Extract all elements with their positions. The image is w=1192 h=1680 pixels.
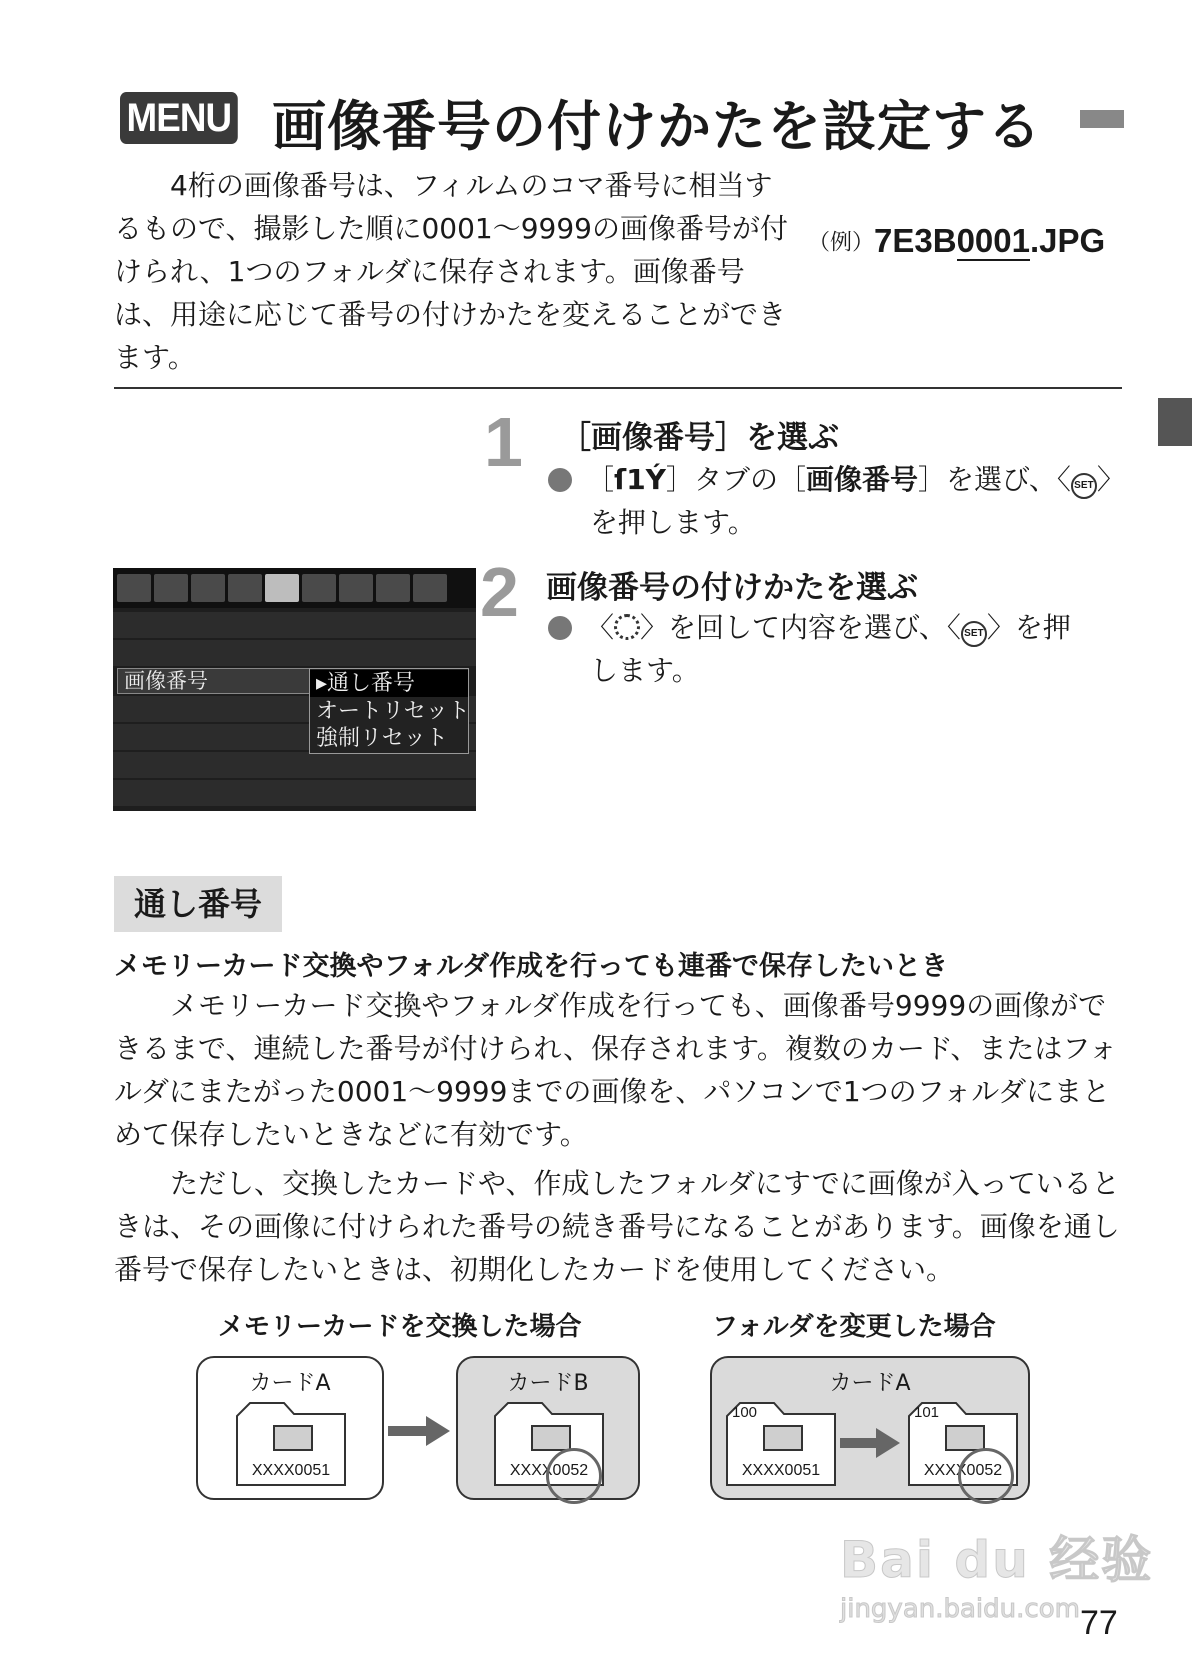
arrow-right-icon bbox=[840, 1428, 900, 1458]
camera-lcd-screenshot bbox=[113, 568, 476, 811]
shooting-tab-icon bbox=[117, 574, 151, 602]
folder-number: 101 bbox=[914, 1404, 940, 1421]
chapter-side-tab bbox=[1158, 398, 1192, 446]
set-button-icon: SET bbox=[961, 621, 987, 647]
example-filename-prefix: 7E3B bbox=[874, 222, 957, 259]
file-name: XXXX0052 bbox=[509, 1462, 589, 1479]
lcd-option: オートリセット bbox=[316, 699, 470, 724]
memory-card-b bbox=[456, 1356, 640, 1500]
section-divider bbox=[114, 387, 1122, 389]
text-fragment: 〉 bbox=[1096, 463, 1125, 496]
lcd-row bbox=[113, 612, 476, 638]
page-number: 77 bbox=[1080, 1604, 1118, 1642]
diagram-caption: フォルダを変更した場合 bbox=[712, 1312, 996, 1342]
setup-tab-icon bbox=[265, 574, 299, 602]
intro-paragraph: 4桁の画像番号は、フィルムのコマ番号に相当するもので、撮影した順に0001～9999の画像番号が付けられ、1つのフォルダに保存されます。画像番号は、用途に応じて番号の付けかたを変えることができます。 bbox=[114, 169, 788, 374]
file-name: XXXX0051 bbox=[741, 1462, 821, 1479]
example-filename-number: 0001 bbox=[956, 222, 1030, 259]
bullet-icon bbox=[548, 616, 572, 640]
text-fragment: 〉を押 bbox=[986, 611, 1071, 644]
memory-card-a bbox=[196, 1356, 384, 1500]
lcd-menu-tabs bbox=[113, 568, 476, 608]
text-fragment: ［ bbox=[586, 463, 615, 496]
title-decoration-bar bbox=[1080, 110, 1124, 128]
shooting-tab-icon bbox=[154, 574, 188, 602]
page-title: 画像番号の付けかたを設定する bbox=[272, 95, 1042, 158]
text-fragment: 〈 bbox=[586, 611, 615, 644]
example-filename-extension: .JPG bbox=[1030, 222, 1106, 259]
card-label: カードA bbox=[829, 1371, 911, 1396]
folder-number: 100 bbox=[732, 1404, 758, 1421]
step-title: 画像番号の付けかたを選ぶ bbox=[546, 570, 918, 606]
lcd-file-numbering-label: 画像番号 bbox=[117, 668, 317, 694]
step-line: を押します。 bbox=[590, 506, 756, 539]
text-fragment: ］を選び、〈 bbox=[918, 463, 1071, 496]
shooting-tab-icon bbox=[228, 574, 262, 602]
arrow-right-icon bbox=[388, 1416, 450, 1446]
watermark-url: jingyan.baidu.com bbox=[840, 1594, 1080, 1624]
highlight-circle bbox=[546, 1448, 602, 1504]
menu-item-name: 画像番号 bbox=[805, 463, 918, 496]
section-subheading: メモリーカード交換やフォルダ作成を行っても連番で保存したいとき bbox=[114, 951, 949, 982]
set-button-icon: SET bbox=[1071, 473, 1097, 499]
section-heading: 通し番号 bbox=[114, 876, 282, 932]
lcd-row bbox=[113, 780, 476, 806]
section-paragraph: メモリーカード交換やフォルダ作成を行っても、画像番号9999の画像ができるまで、連続した番号が付けられ、保存されます。複数のカード、またはフォルダにまたがった0001～9999までの画像を、パソコンで1つのフォルダにまとめて保存したいときなどに有効です。 bbox=[114, 989, 1117, 1151]
step-number: 1 bbox=[484, 403, 523, 481]
lcd-option-selected: ▸通し番号 bbox=[310, 670, 468, 697]
file-name: XXXX0052 bbox=[923, 1462, 1003, 1479]
step-line bbox=[548, 606, 1128, 649]
lcd-row bbox=[113, 752, 476, 778]
quick-control-dial-icon bbox=[614, 614, 640, 640]
my-menu-tab-icon bbox=[413, 574, 447, 602]
section-paragraph: ただし、交換したカードや、作成したフォルダにすでに画像が入っているときは、その画像に付けられた番号の続き番号になることがあります。画像を通し番号で保存したいときは、初期化したカードを使用してください。 bbox=[114, 1167, 1120, 1286]
text-fragment: 〉を回して内容を選び、〈 bbox=[640, 611, 961, 644]
menu-badge: MENU bbox=[120, 92, 238, 144]
step-line bbox=[548, 458, 1128, 501]
step-instructions bbox=[548, 606, 1128, 692]
text-fragment: ］タブの［ bbox=[665, 463, 806, 496]
filename-example bbox=[808, 222, 1105, 260]
diagram-caption: メモリーカードを交換した場合 bbox=[218, 1312, 582, 1342]
setup-tab-icon: ſ1Ý bbox=[614, 463, 666, 496]
folder-icon bbox=[726, 1402, 836, 1486]
file-name: XXXX0051 bbox=[251, 1462, 331, 1479]
shooting-tab-icon bbox=[191, 574, 225, 602]
step-number: 2 bbox=[480, 553, 519, 631]
card-label: カードB bbox=[507, 1371, 589, 1396]
memory-card-a bbox=[710, 1356, 1030, 1500]
lcd-option-label: 通し番号 bbox=[327, 671, 416, 696]
lcd-option-list bbox=[309, 668, 469, 754]
card-label: カードA bbox=[249, 1371, 331, 1396]
setup-tab-icon bbox=[339, 574, 373, 602]
bullet-icon bbox=[548, 468, 572, 492]
folder-icon bbox=[236, 1402, 346, 1486]
step-title: ［画像番号］を選ぶ bbox=[560, 420, 839, 456]
example-prefix: （例） bbox=[808, 230, 875, 256]
lcd-row bbox=[113, 640, 476, 666]
watermark-logo: Bai du 经验 bbox=[840, 1531, 1154, 1589]
step-instructions bbox=[548, 458, 1128, 544]
setup-tab-icon bbox=[302, 574, 336, 602]
camera-tab-icon bbox=[376, 574, 410, 602]
lcd-option: 強制リセット bbox=[316, 726, 448, 751]
example-filename bbox=[874, 222, 1105, 261]
highlight-circle bbox=[958, 1448, 1014, 1504]
step-line: します。 bbox=[590, 654, 700, 687]
